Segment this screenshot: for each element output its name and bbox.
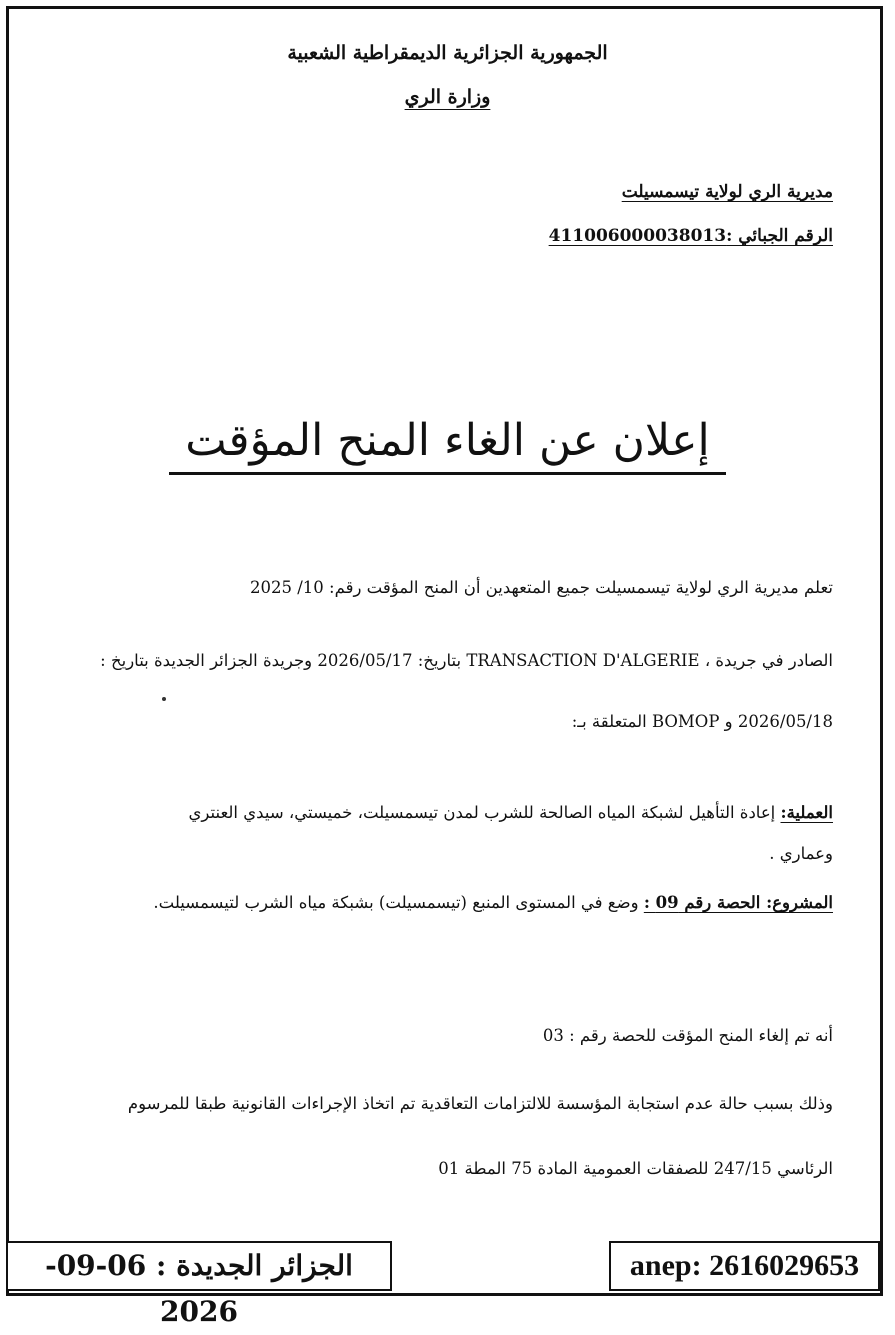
scan-speck [162, 697, 166, 701]
decree-line: الرئاسي 247/15 للصفقات العمومية المادة 75 المطة 01 [438, 1159, 833, 1178]
operation-text: إعادة التأهيل لشبكة المياه الصالحة للشرب لمدن تيسمسيلت، خميستي، سيدي العنتري [188, 803, 781, 822]
ministry-heading [0, 86, 895, 108]
operation-continuation: وعماري . [769, 844, 833, 863]
notice-title-text: إعلان عن الغاء المنح المؤقت [169, 415, 725, 475]
directorate-label: مديرية الري لولاية تيسمسيلت [621, 182, 833, 202]
project-text: وضع في المستوى المنبع (تيسمسيلت) بشبكة مياه الشرب لتيسمسيلت. [153, 893, 644, 912]
project-label: المشروع: الحصة رقم 09 : [643, 893, 833, 912]
project-line [153, 893, 833, 912]
operation-label: العملية: [780, 803, 833, 822]
anep-reference-box: anep: 2616029653 [609, 1241, 880, 1291]
body-line-1: تعلم مديرية الري لولاية تيسمسيلت جميع المتعهدين أن المنح المؤقت رقم: 10/ 2025 [249, 578, 833, 597]
cancellation-line: أنه تم إلغاء المنح المؤقت للحصة رقم : 03 [542, 1026, 833, 1045]
tax-number: الرقم الجبائي :411006000038013 [548, 226, 833, 246]
reason-line: وذلك بسبب حالة عدم استجابة المؤسسة للالتزامات التعاقدية تم اتخاذ الإجراءات القانونية طبقا للمرسوم [127, 1094, 833, 1113]
newspaper-date-box: الجزائر الجديدة : 06-09-2026 [6, 1241, 392, 1291]
operation-line [188, 803, 833, 822]
notice-title [0, 415, 895, 466]
body-line-2: الصادر في جريدة ، TRANSACTION D'ALGERIE بتاريخ: 2026/05/17 وجريدة الجزائر الجديدة بتاريخ : [100, 651, 833, 670]
ministry-text: وزارة الري [404, 86, 491, 108]
republic-heading: الجمهورية الجزائرية الديمقراطية الشعبية [287, 42, 608, 64]
body-line-3: 2026/05/18 و BOMOP المتعلقة بـ: [571, 712, 833, 731]
